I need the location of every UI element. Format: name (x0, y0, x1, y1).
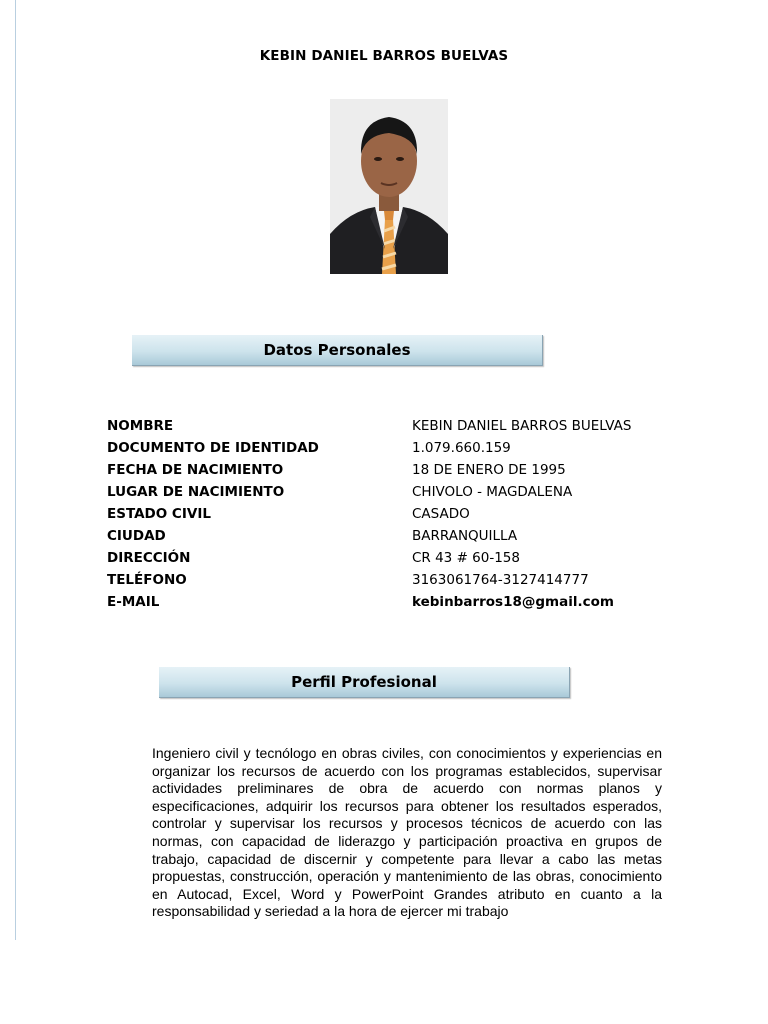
field-row-lugar-nacimiento (107, 484, 727, 506)
field-label: TELÉFONO (107, 572, 187, 588)
field-value: CR 43 # 60-158 (412, 550, 520, 566)
page-margin-line (15, 0, 16, 940)
field-row-direccion (107, 550, 727, 572)
field-label: ESTADO CIVIL (107, 506, 211, 522)
field-label: E-MAIL (107, 594, 160, 610)
profile-paragraph: Ingeniero civil y tecnólogo en obras civiles, con conocimientos y experiencias en organizar los recursos de acuerdo con los programas establecidos, supervisar actividades preliminares de obra de acuerdo con normas planos y especificaciones, adquirir los recursos para obtener los resultados esperados, controlar y supervisar los recursos y procesos técnicos de acuerdo con las normas, con capacidad de liderazgo y participación proactiva en grupos de trabajo, capacidad de discernir y competente para llevar a cabo las metas propuestas, construcción, operación y mantenimiento de las obras, conocimiento en Autocad, Excel, Word y PowerPoint Grandes atributo en cuanto a la responsabilidad y seriedad a la hora de ejercer mi trabajo (152, 745, 662, 920)
section-header-professional-profile: Perfil Profesional (159, 667, 570, 698)
section-header-personal-data: Datos Personales (132, 335, 543, 366)
field-value: 18 DE ENERO DE 1995 (412, 462, 566, 478)
field-value: 3163061764-3127414777 (412, 572, 589, 588)
field-label: LUGAR DE NACIMIENTO (107, 484, 285, 500)
field-value: CHIVOLO - MAGDALENA (412, 484, 573, 500)
field-row-estado-civil (107, 506, 727, 528)
profile-photo (330, 99, 448, 274)
field-row-email (107, 594, 727, 616)
field-label: NOMBRE (107, 418, 174, 434)
field-value: BARRANQUILLA (412, 528, 518, 544)
page-title: KEBIN DANIEL BARROS BUELVAS (259, 48, 509, 64)
field-label: DOCUMENTO DE IDENTIDAD (107, 440, 319, 456)
field-row-fecha-nacimiento (107, 462, 727, 484)
field-value: KEBIN DANIEL BARROS BUELVAS (412, 418, 632, 434)
field-value: CASADO (412, 506, 470, 522)
field-label: CIUDAD (107, 528, 166, 544)
field-label: DIRECCIÓN (107, 550, 191, 566)
field-row-documento (107, 440, 727, 462)
email-value: kebinbarros18@gmail.com (412, 594, 614, 610)
field-row-nombre (107, 418, 727, 440)
field-value: 1.079.660.159 (412, 440, 511, 456)
field-row-telefono (107, 572, 727, 594)
field-label: FECHA DE NACIMIENTO (107, 462, 284, 478)
field-row-ciudad (107, 528, 727, 550)
